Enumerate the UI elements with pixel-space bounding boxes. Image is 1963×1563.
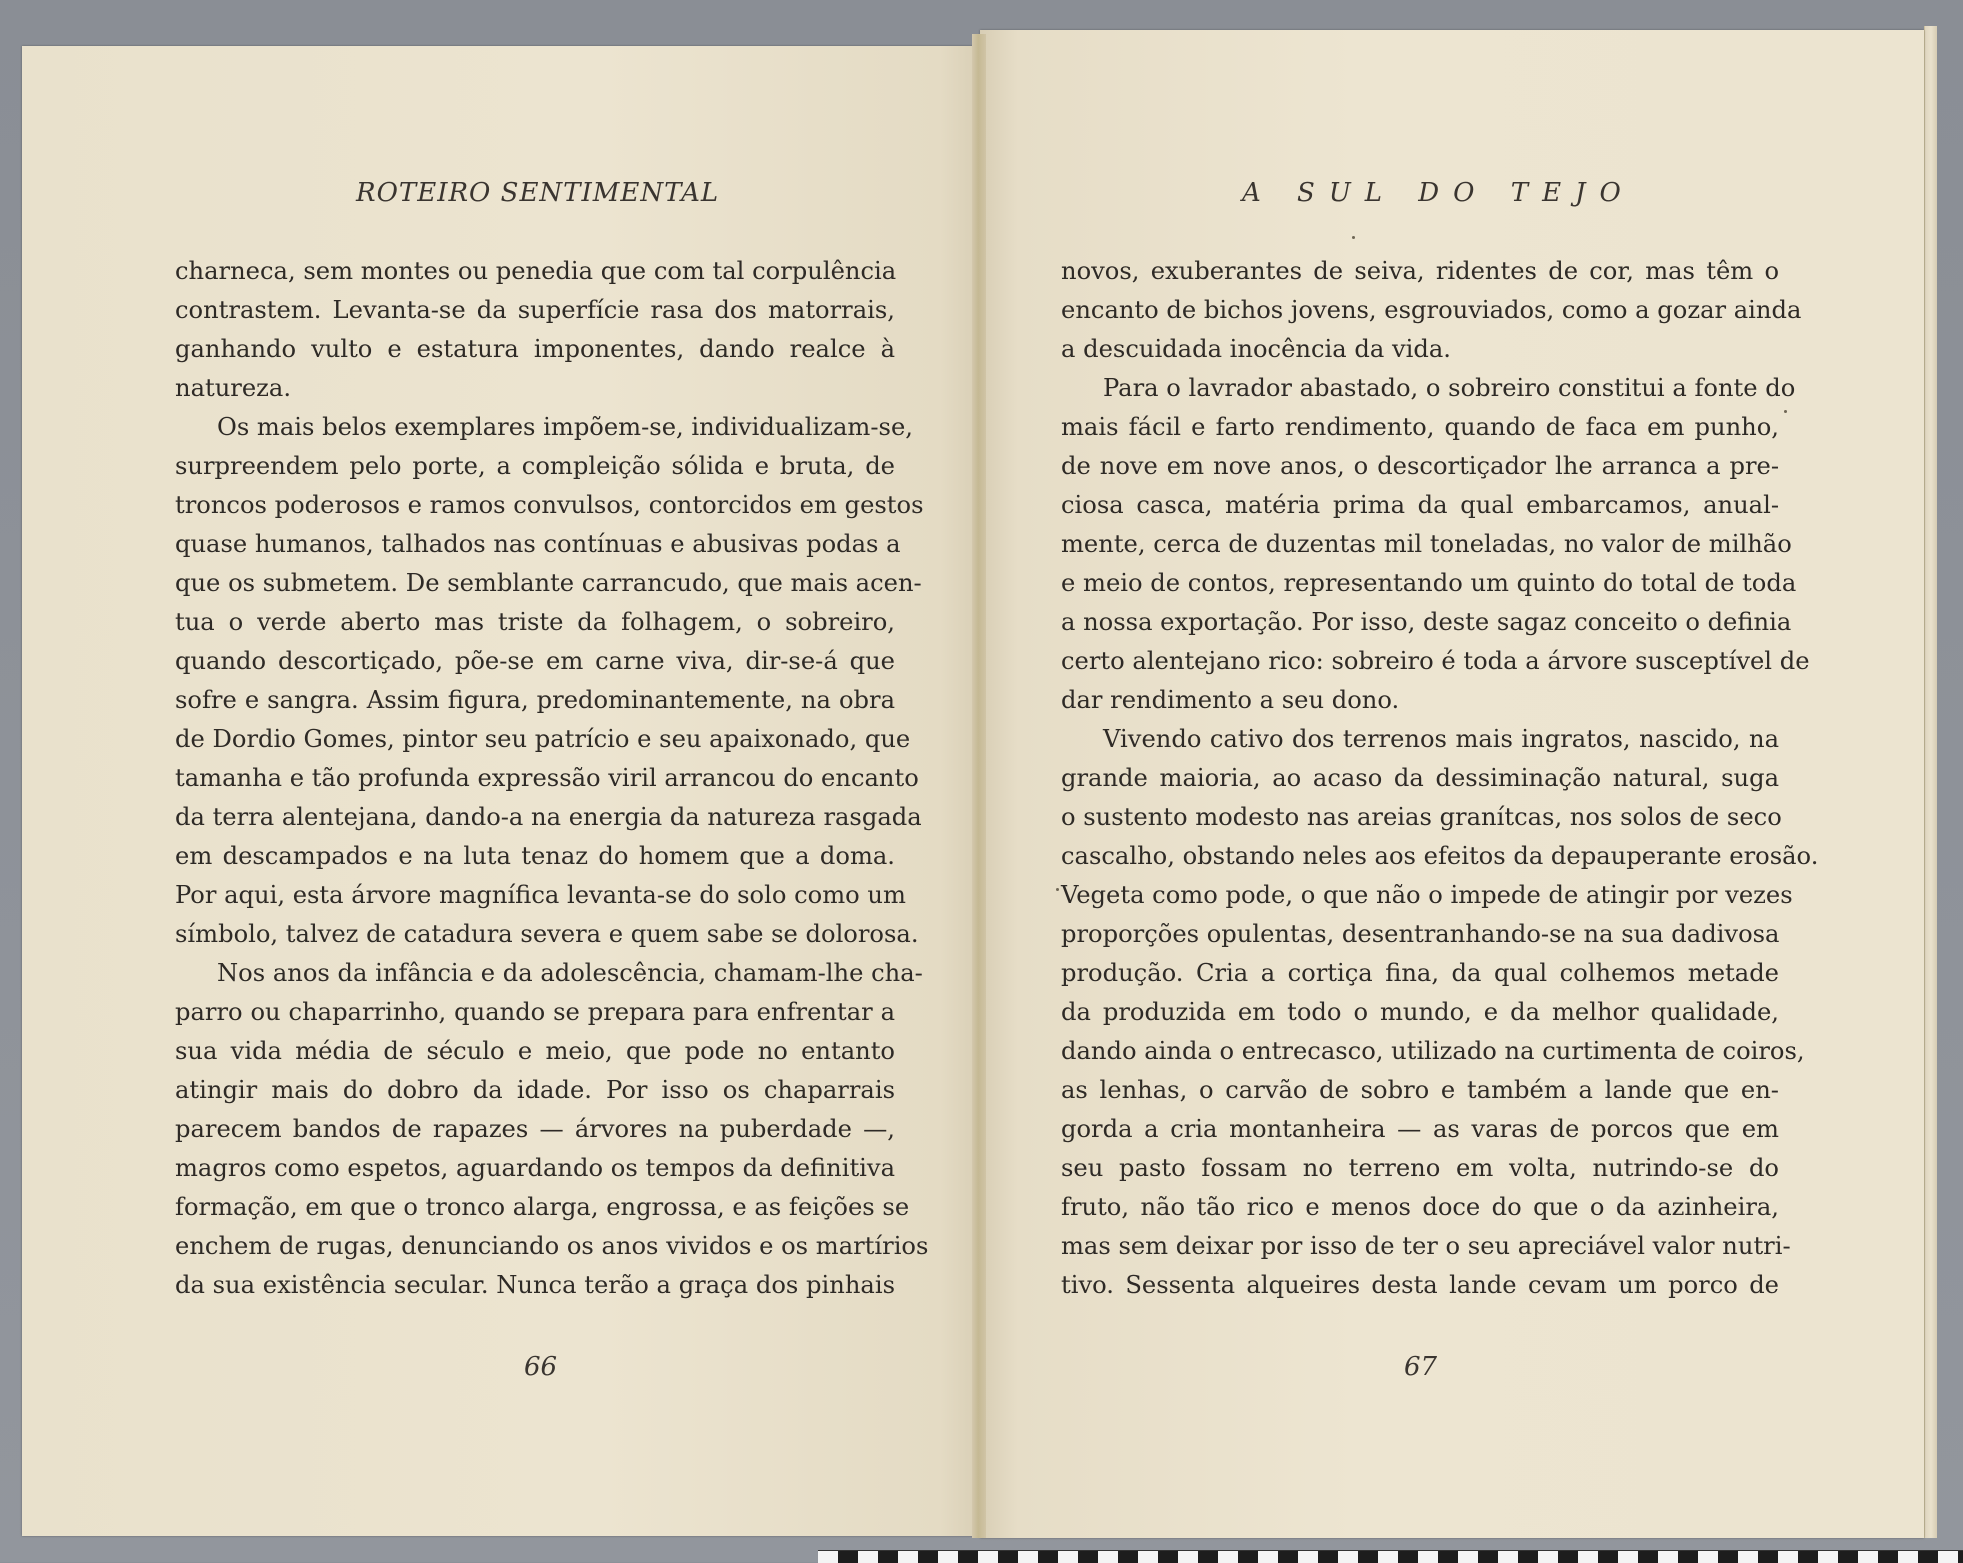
text-line: e meio de contos, representando um quinto do total de toda: [1061, 569, 1797, 597]
text-line: de nove em nove anos, o descortiçador lhe arranca a pre-: [1061, 452, 1779, 480]
text-line: Nos anos da infância e da adolescência, chamam-lhe cha-: [217, 959, 923, 987]
page-stack-edge: [1924, 26, 1937, 1538]
text-line: surpreendem pelo porte, a compleição sólida e bruta, de: [175, 452, 895, 480]
text-line: Para o lavrador abastado, o sobreiro constitui a fonte do: [1103, 374, 1796, 402]
text-line: tamanha e tão profunda expressão viril arrancou do encanto: [175, 764, 919, 792]
text-line: atingir mais do dobro da idade. Por isso os chaparrais: [175, 1076, 895, 1104]
left-page-number: 66: [524, 1352, 558, 1382]
text-line: grande maioria, ao acaso da dessiminação natural, suga: [1061, 764, 1779, 792]
text-line: sua vida média de século e meio, que pode no entanto: [175, 1037, 895, 1065]
text-line: Vegeta como pode, o que não o impede de atingir por vezes: [1061, 881, 1793, 909]
text-line: da terra alentejana, dando-a na energia da natureza rasgada: [175, 803, 922, 831]
text-line: mente, cerca de duzentas mil toneladas, no valor de milhão: [1061, 530, 1792, 558]
right-page-number: 67: [1404, 1352, 1438, 1382]
text-line: seu pasto fossam no terreno em volta, nutrindo-se do: [1061, 1154, 1779, 1182]
text-line: Os mais belos exemplares impõem-se, individualizam-se,: [217, 413, 913, 441]
text-line: a nossa exportação. Por isso, deste sagaz conceito o definia: [1061, 608, 1792, 636]
text-line: a descuidada inocência da vida.: [1061, 335, 1451, 363]
text-line: parro ou chaparrinho, quando se prepara para enfrentar a: [175, 998, 895, 1026]
text-line: da produzida em todo o mundo, e da melhor qualidade,: [1061, 998, 1779, 1026]
text-line: magros como espetos, aguardando os tempos da definitiva: [175, 1154, 895, 1182]
text-line: Vivendo cativo dos terrenos mais ingratos, nascido, na: [1103, 725, 1779, 753]
text-line: enchem de rugas, denunciando os anos vividos e os martírios: [175, 1232, 929, 1260]
text-line: produção. Cria a cortiça fina, da qual colhemos metade: [1061, 959, 1779, 987]
text-line: parecem bandos de rapazes — árvores na puberdade —,: [175, 1115, 895, 1143]
text-line: que os submetem. De semblante carrancudo, que mais acen-: [175, 569, 922, 597]
paper-speck: [1352, 236, 1355, 239]
text-line: dar rendimento a seu dono.: [1061, 686, 1400, 714]
text-line: dando ainda o entrecasco, utilizado na curtimenta de coiros,: [1061, 1037, 1805, 1065]
text-line: encanto de bichos jovens, esgrouviados, como a gozar ainda: [1061, 296, 1802, 324]
text-line: gorda a cria montanheira — as varas de porcos que em: [1061, 1115, 1779, 1143]
text-line: Por aqui, esta árvore magnífica levanta-se do solo como um: [175, 881, 906, 909]
left-running-head: ROTEIRO SENTIMENTAL: [356, 178, 720, 208]
text-line: em descampados e na luta tenaz do homem que a doma.: [175, 842, 895, 870]
text-line: certo alentejano rico: sobreiro é toda a árvore susceptível de: [1061, 647, 1810, 675]
book-gutter: [972, 34, 986, 1538]
right-running-head: A SUL DO TEJO: [1242, 178, 1635, 208]
text-line: as lenhas, o carvão de sobro e também a lande que en-: [1061, 1076, 1779, 1104]
text-line: cascalho, obstando neles aos efeitos da depauperante erosão.: [1061, 842, 1819, 870]
right-body-text: [1061, 252, 1819, 1305]
text-line: sofre e sangra. Assim figura, predominantemente, na obra: [175, 686, 895, 714]
color-scale-ruler: [818, 1550, 1963, 1563]
text-line: quase humanos, talhados nas contínuas e abusivas podas a: [175, 530, 901, 558]
text-line: contrastem. Levanta-se da superfície rasa dos matorrais,: [175, 296, 895, 324]
text-line: o sustento modesto nas areias granítcas, nos solos de seco: [1061, 803, 1782, 831]
text-line: quando descortiçado, põe-se em carne viva, dir-se-á que: [175, 647, 895, 675]
text-line: ciosa casca, matéria prima da qual embarcamos, anual-: [1061, 491, 1779, 519]
text-line: tivo. Sessenta alqueires desta lande cevam um porco de: [1061, 1271, 1779, 1299]
text-line: tua o verde aberto mas triste da folhagem, o sobreiro,: [175, 608, 895, 636]
text-line: charneca, sem montes ou penedia que com tal corpulência: [175, 257, 897, 285]
paper-speck: [1784, 410, 1787, 413]
text-line: formação, em que o tronco alarga, engrossa, e as feições se: [175, 1193, 910, 1221]
text-line: da sua existência secular. Nunca terão a graça dos pinhais: [175, 1271, 895, 1299]
text-line: novos, exuberantes de seiva, ridentes de cor, mas têm o: [1061, 257, 1779, 285]
left-body-text: [175, 252, 929, 1305]
text-line: proporções opulentas, desentranhando-se na sua dadivosa: [1061, 920, 1780, 948]
text-line: mais fácil e farto rendimento, quando de faca em punho,: [1061, 413, 1779, 441]
text-line: fruto, não tão rico e menos doce do que o da azinheira,: [1061, 1193, 1779, 1221]
text-line: de Dordio Gomes, pintor seu patrício e seu apaixonado, que: [175, 725, 911, 753]
text-line: símbolo, talvez de catadura severa e quem sabe se dolorosa.: [175, 920, 919, 948]
paper-speck: [1056, 888, 1059, 891]
text-line: mas sem deixar por isso de ter o seu apreciável valor nutri-: [1061, 1232, 1791, 1260]
text-line: natureza.: [175, 374, 292, 402]
text-line: ganhando vulto e estatura imponentes, dando realce à: [175, 335, 895, 363]
text-line: troncos poderosos e ramos convulsos, contorcidos em gestos: [175, 491, 924, 519]
